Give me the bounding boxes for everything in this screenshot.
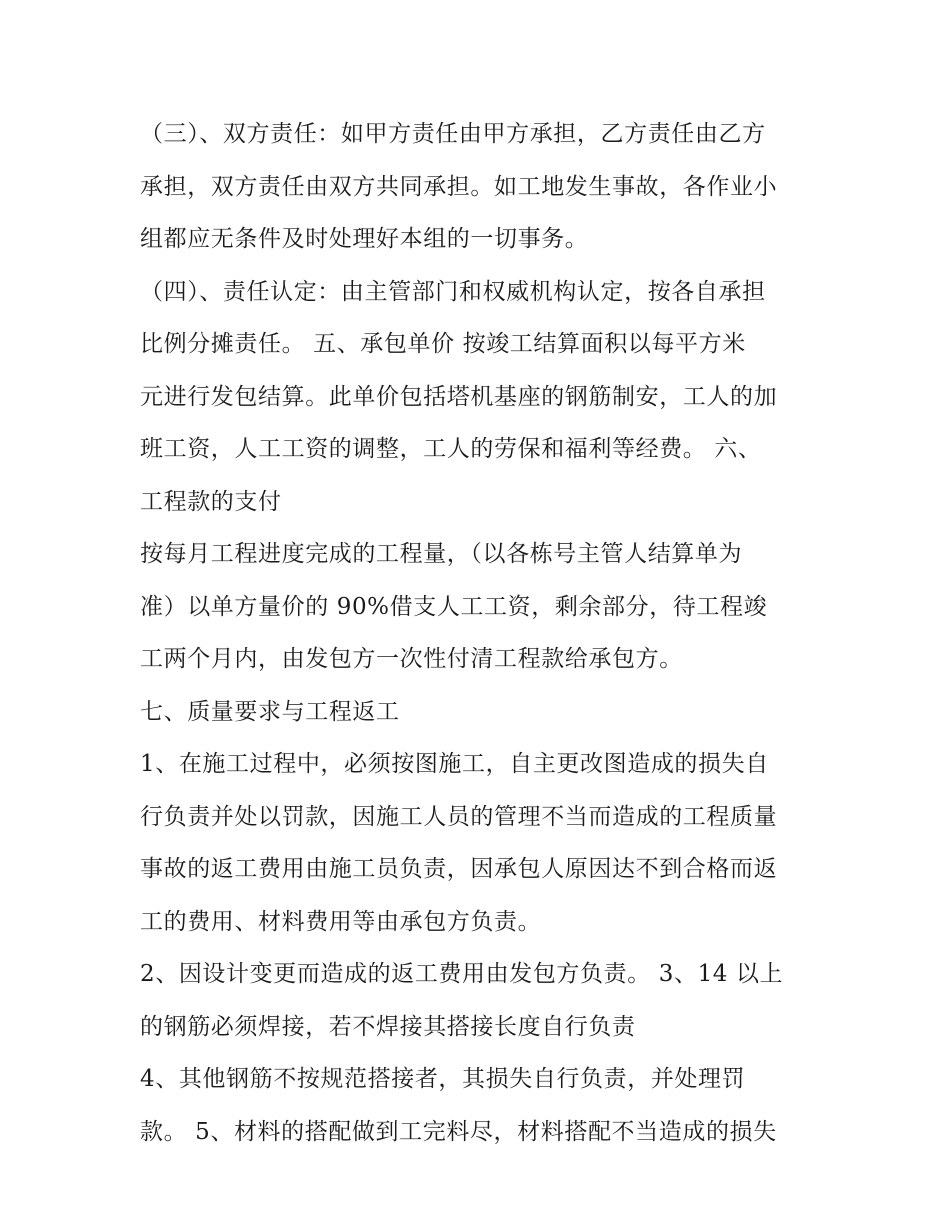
text-line: （三）、双方责任：如甲方责任由甲方承担，乙方责任由乙方 xyxy=(140,121,766,147)
text-line: 行负责并处以罚款，因施工人员的管理不当而造成的工程质量 xyxy=(140,803,778,830)
text-line: 工两个月内，由发包方一次性付清工程款给承包方。 xyxy=(140,646,683,672)
text-line: 事故的返工费用由施工员负责，因承包人原因达不到合格而返 xyxy=(140,856,778,882)
text-line: 比例分摊责任。 五、承包单价 按竣工结算面积以每平方米 xyxy=(140,331,746,357)
section-heading: 七、质量要求与工程返工 xyxy=(140,698,400,725)
text-line: 准）以单方量价的 90%借支人工工资，剩余部分，待工程竣 xyxy=(140,593,768,620)
text-line: 的钢筋必须焊接，若不焊接其搭接长度自行负责 xyxy=(140,1013,636,1040)
text-line: 组都应无条件及时处理好本组的一切事务。 xyxy=(140,226,589,252)
text-line: 2、因设计变更而造成的返工费用由发包方负责。 3、14 以上 xyxy=(140,961,784,987)
text-line: 班工资，人工工资的调整，工人的劳保和福利等经费。 六、 xyxy=(140,436,762,462)
text-line: 元进行发包结算。此单价包括塔机基座的钢筋制安，工人的加 xyxy=(140,383,778,410)
text-line: 1、在施工过程中，必须按图施工，自主更改图造成的损失自 xyxy=(140,751,769,777)
text-line: （四）、责任认定：由主管部门和权威机构认定，按各自承担 xyxy=(140,278,766,305)
text-line: 款。 5、材料的搭配做到工完料尽，材料搭配不当造成的损失 xyxy=(140,1118,777,1145)
section-heading: 工程款的支付 xyxy=(140,488,282,515)
text-line: 承担，双方责任由双方共同承担。如工地发生事故，各作业小 xyxy=(140,173,778,200)
text-line: 按每月工程进度完成的工程量，（以各栋号主管人结算单为 xyxy=(140,541,743,567)
document-body xyxy=(140,108,820,1158)
text-line: 4、其他钢筋不按规范搭接者，其损失自行负责，并处理罚 xyxy=(140,1066,746,1092)
text-line: 工的费用、材料费用等由承包方负责。 xyxy=(140,908,542,935)
